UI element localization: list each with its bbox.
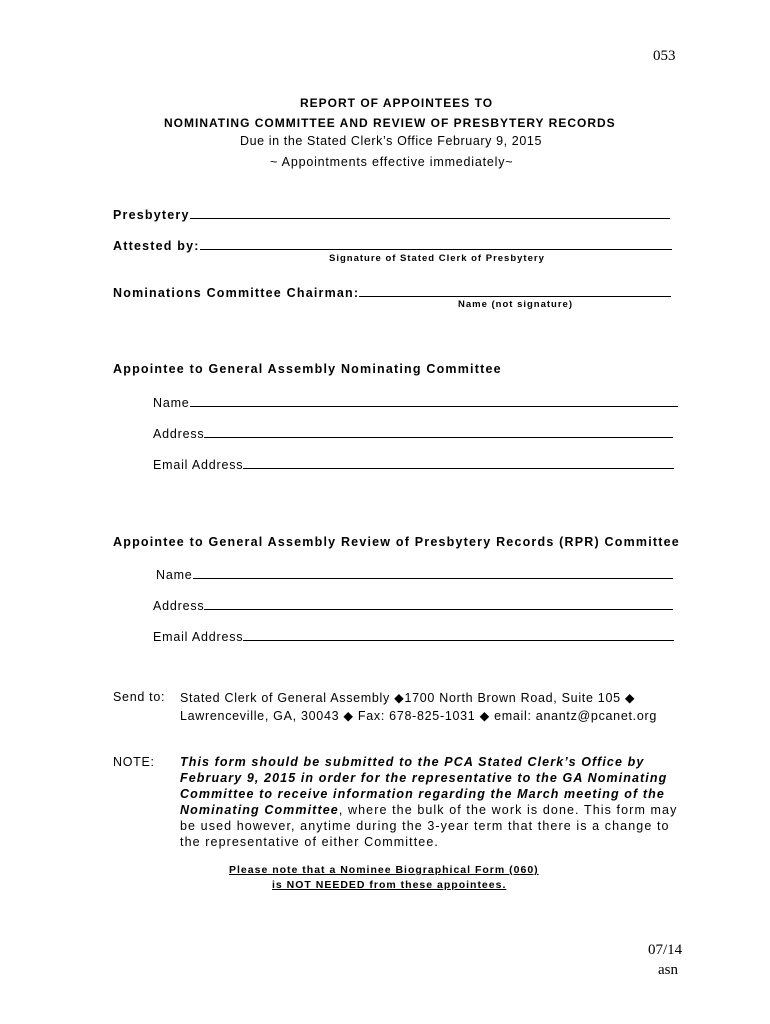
chairman-caption: Name (not signature) [458,299,574,310]
attested-field[interactable] [113,237,672,253]
rpr-address-field[interactable] [153,597,673,613]
presbytery-label: Presbytery [113,208,190,222]
note-line3: Committee to receive information regarding the March meeting of the [180,787,665,801]
attested-caption: Signature of Stated Clerk of Presbytery [329,253,545,264]
nominating-address-line[interactable] [204,425,673,438]
nominating-email-label: Email Address [153,458,244,472]
note-line1: This form should be submitted to the PCA Stated Clerk’s Office by [180,755,645,769]
chairman-label: Nominations Committee Chairman: [113,286,360,300]
rpr-email-line[interactable] [243,628,674,641]
effective-note: ~ Appointments effective immediately~ [270,155,514,169]
rpr-name-label: Name [156,568,193,582]
chairman-line[interactable] [359,284,671,297]
nominating-address-label: Address [153,427,205,441]
attested-line[interactable] [200,237,672,250]
note-line4-bold: Nominating Committee [180,803,339,817]
page-number: 053 [653,48,676,64]
nominating-email-field[interactable] [153,456,674,472]
nominating-address-field[interactable] [153,425,673,441]
note-line2: February 9, 2015 in order for the representative to the GA Nominating [180,771,668,785]
chairman-field[interactable] [113,284,671,300]
footnote-line2: is NOT NEEDED from these appointees. [272,879,507,891]
note-line6: the representative of either Committee. [180,835,439,849]
due-date: Due in the Stated Clerk’s Office February 9, 2015 [240,134,543,148]
send-to-line2: Lawrenceville, GA, 30043 ◆ Fax: 678-825-1031 ◆ email: anantz@pcanet.org [180,709,657,723]
form-title-line2: NOMINATING COMMITTEE AND REVIEW OF PRESBYTERY RECORDS [164,116,616,130]
rpr-address-line[interactable] [204,597,673,610]
nominating-name-label: Name [153,396,190,410]
form-title-line1: REPORT OF APPOINTEES TO [300,96,494,110]
send-to-label: Send to: [113,690,166,704]
presbytery-line[interactable] [190,206,670,219]
nominating-name-field[interactable] [153,394,678,410]
form-initials: asn [658,962,678,978]
nominating-name-line[interactable] [190,394,678,407]
nominating-heading: Appointee to General Assembly Nominating Committee [113,362,502,376]
presbytery-field[interactable] [113,206,670,222]
note-line5: be used however, anytime during the 3-year term that there is a change to [180,819,670,833]
rpr-heading: Appointee to General Assembly Review of Presbytery Records (RPR) Committee [113,535,680,549]
rpr-name-field[interactable] [156,566,673,582]
send-to-line1: Stated Clerk of General Assembly ◆1700 North Brown Road, Suite 105 ◆ [180,691,636,705]
rpr-name-line[interactable] [193,566,673,579]
nominating-email-line[interactable] [243,456,674,469]
note-label: NOTE: [113,755,155,769]
form-revision-code: 07/14 [648,942,683,958]
note-line4-rest: , where the bulk of the work is done. This form may [338,803,678,817]
rpr-email-field[interactable] [153,628,674,644]
footnote-line1: Please note that a Nominee Biographical Form (060) [229,864,539,876]
attested-label: Attested by: [113,239,200,253]
rpr-email-label: Email Address [153,630,244,644]
rpr-address-label: Address [153,599,205,613]
note-text [180,754,677,850]
